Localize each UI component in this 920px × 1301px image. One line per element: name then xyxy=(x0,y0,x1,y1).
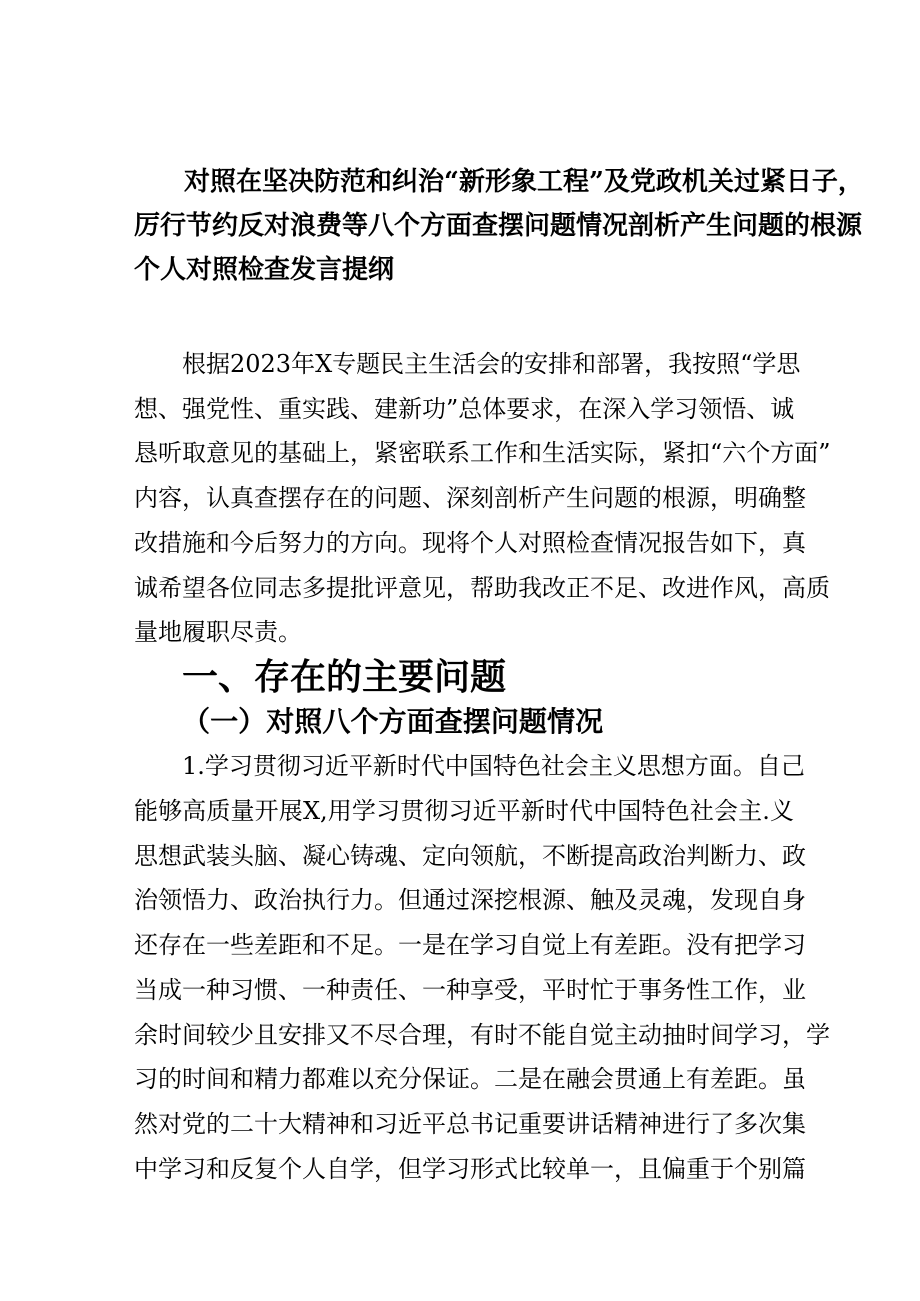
point-line-4: 治领悟力、政治执行力。但通过深挖根源、触及灵魂，发现自身 xyxy=(134,886,806,915)
point-line-7: 余时间较少且安排又不尽合理，有时不能自觉主动抽时间学习，学 xyxy=(134,1020,830,1049)
intro-line-3: 恳听取意见的基础上，紧密联系工作和生活实际，紧扣“六个方面” xyxy=(134,439,831,468)
intro-paragraph xyxy=(134,342,831,655)
point-line-2: 能够高质量开展X,用学习贯彻习近平新时代中国特色社会主.义 xyxy=(134,797,794,826)
point-line-6: 当成一种习惯、一种责任、一种享受，平时忙于事务性工作，业 xyxy=(134,975,806,1004)
point-line-10: 中学习和反复个人自学，但学习形式比较单一，且偏重于个别篇 xyxy=(134,1154,806,1183)
point-line-9: 然对党的二十大精神和习近平总书记重要讲话精神进行了多次集 xyxy=(134,1109,806,1138)
intro-line-4: 内容，认真查摆存在的问题、深刻剖析产生问题的根源，明确整 xyxy=(134,484,806,513)
point-line-1: 1.学习贯彻习近平新时代中国特色社会主义思想方面。自己 xyxy=(182,752,805,781)
intro-line-6: 诚希望各位同志多提批评意见，帮助我改正不足、改进作风，高质 xyxy=(134,573,830,602)
title-line-2: 厉行节约反对浪费等八个方面查摆问题情况剖析产生问题的根源 xyxy=(134,211,863,241)
point-one-paragraph xyxy=(134,744,830,1191)
intro-line-7: 量地履职尽责。 xyxy=(134,618,302,647)
subsection-heading: （一）对照八个方面查摆问题情况 xyxy=(182,704,604,738)
point-line-3: 思想武装头脑、凝心铸魂、定向领航，不断提高政治判断力、政 xyxy=(134,841,806,870)
intro-line-1: 根据2023年X专题民主生活会的安排和部署，我按照“学思 xyxy=(182,350,801,378)
point-line-5: 还存在一些差距和不足。一是在学习自觉上有差距。没有把学习 xyxy=(134,931,806,960)
document-title xyxy=(134,160,864,292)
title-line-1: 对照在坚决防范和纠治“新形象工程”及党政机关过紧日子， xyxy=(184,167,864,197)
section-heading: 一、存在的主要问题 xyxy=(182,655,507,698)
document-body xyxy=(134,342,831,1191)
title-line-3: 个人对照检查发言提纲 xyxy=(134,255,395,285)
intro-line-2: 想、强党性、重实践、建新功”总体要求，在深入学习领悟、诚 xyxy=(134,394,795,423)
intro-line-5: 改措施和今后努力的方向。现将个人对照检查情况报告如下，真 xyxy=(134,528,806,557)
point-line-8: 习的时间和精力都难以充分保证。二是在融会贯通上有差距。虽 xyxy=(134,1065,806,1094)
